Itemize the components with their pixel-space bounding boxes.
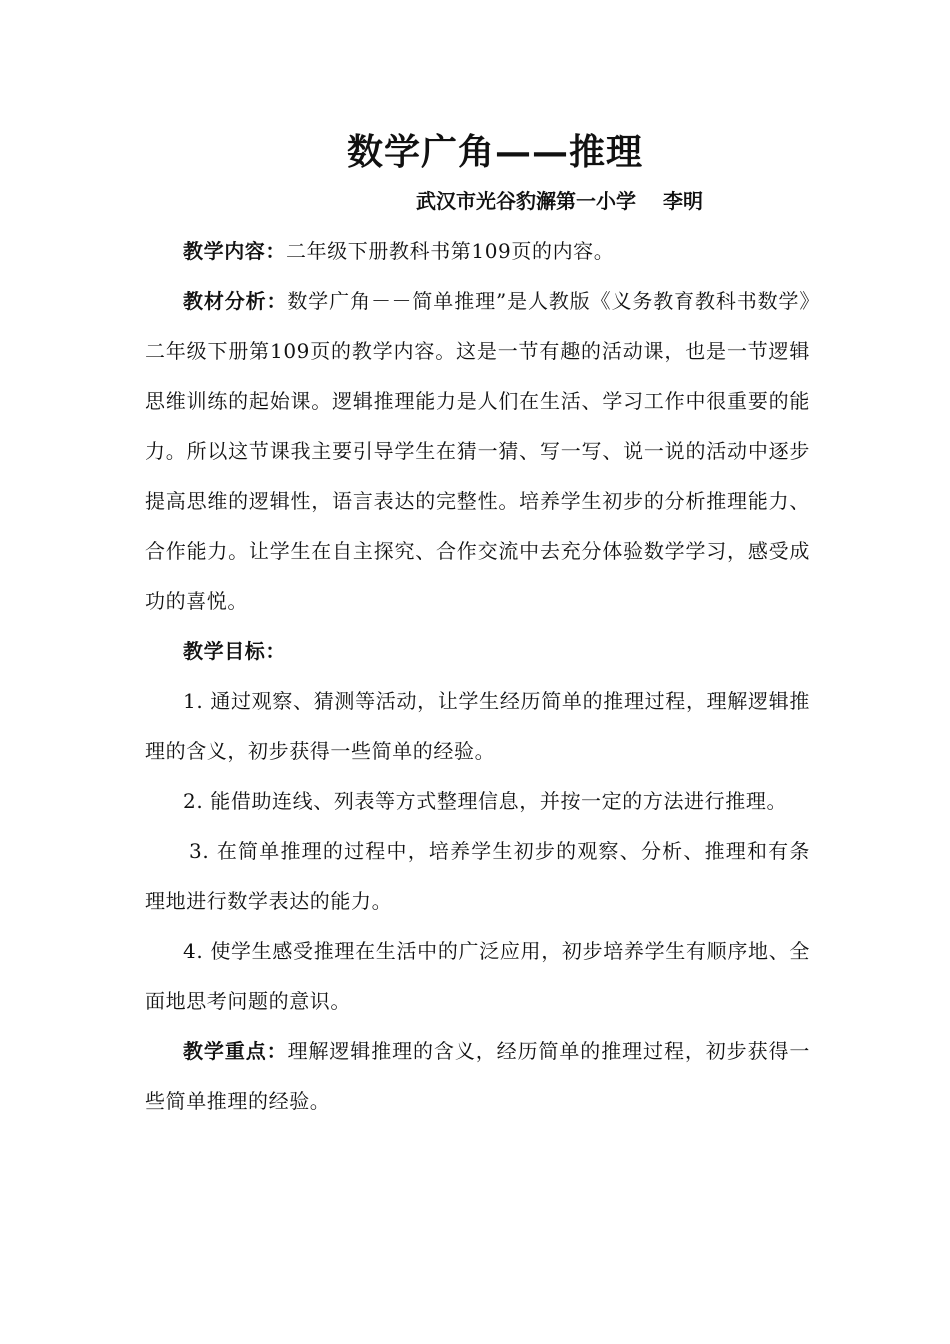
goal-item: 1. 通过观察、猜测等活动，让学生经历简单的推理过程，理解逻辑推理的含义，初步获得一些简单的经验。 bbox=[145, 689, 810, 763]
author-line: 武汉市光谷豹澥第一小学 李明 bbox=[416, 189, 703, 213]
key-points-label: 教学重点： bbox=[183, 1039, 288, 1063]
material-analysis-text: 数学广角－－简单推理”是人教版《义务教育教科书数学》二年级下册第109页的教学内容。这是一节有趣的活动课，也是一节逻辑思维训练的起始课。逻辑推理能力是人们在生活、学习工作中很重要的能力。所以这节课我主要引导学生在猜一猜、写一写、说一说的活动中逐步提高思维的逻辑性，语言表达的完整性。培养学生初步的分析推理能力、合作能力。让学生在自主探究、合作交流中去充分体验数学学习，感受成功的喜悦。 bbox=[145, 289, 811, 613]
teaching-goals-label: 教学目标： bbox=[183, 639, 286, 663]
document-title: 数学广角——推理 bbox=[346, 131, 643, 173]
teaching-content-label: 教学内容： bbox=[183, 239, 286, 263]
goal-item: 2. 能借助连线、列表等方式整理信息，并按一定的方法进行推理。 bbox=[183, 789, 788, 813]
goal-item: 4. 使学生感受推理在生活中的广泛应用，初步培养学生有顺序地、全面地思考问题的意识。 bbox=[145, 939, 810, 1013]
teaching-content-paragraph bbox=[145, 226, 810, 276]
document-body bbox=[145, 226, 810, 1126]
teaching-goals-heading-paragraph bbox=[145, 626, 810, 676]
material-analysis-paragraph bbox=[145, 276, 810, 626]
material-analysis-label: 教材分析： bbox=[183, 289, 288, 313]
key-points-paragraph bbox=[145, 1026, 810, 1126]
teaching-content-text: 二年级下册教科书第109页的内容。 bbox=[286, 239, 615, 263]
goal-item: 3. 在简单推理的过程中，培养学生初步的观察、分析、推理和有条理地进行数学表达的能力。 bbox=[145, 839, 810, 913]
key-points-text: 理解逻辑推理的含义，经历简单的推理过程，初步获得一些简单推理的经验。 bbox=[145, 1039, 811, 1113]
